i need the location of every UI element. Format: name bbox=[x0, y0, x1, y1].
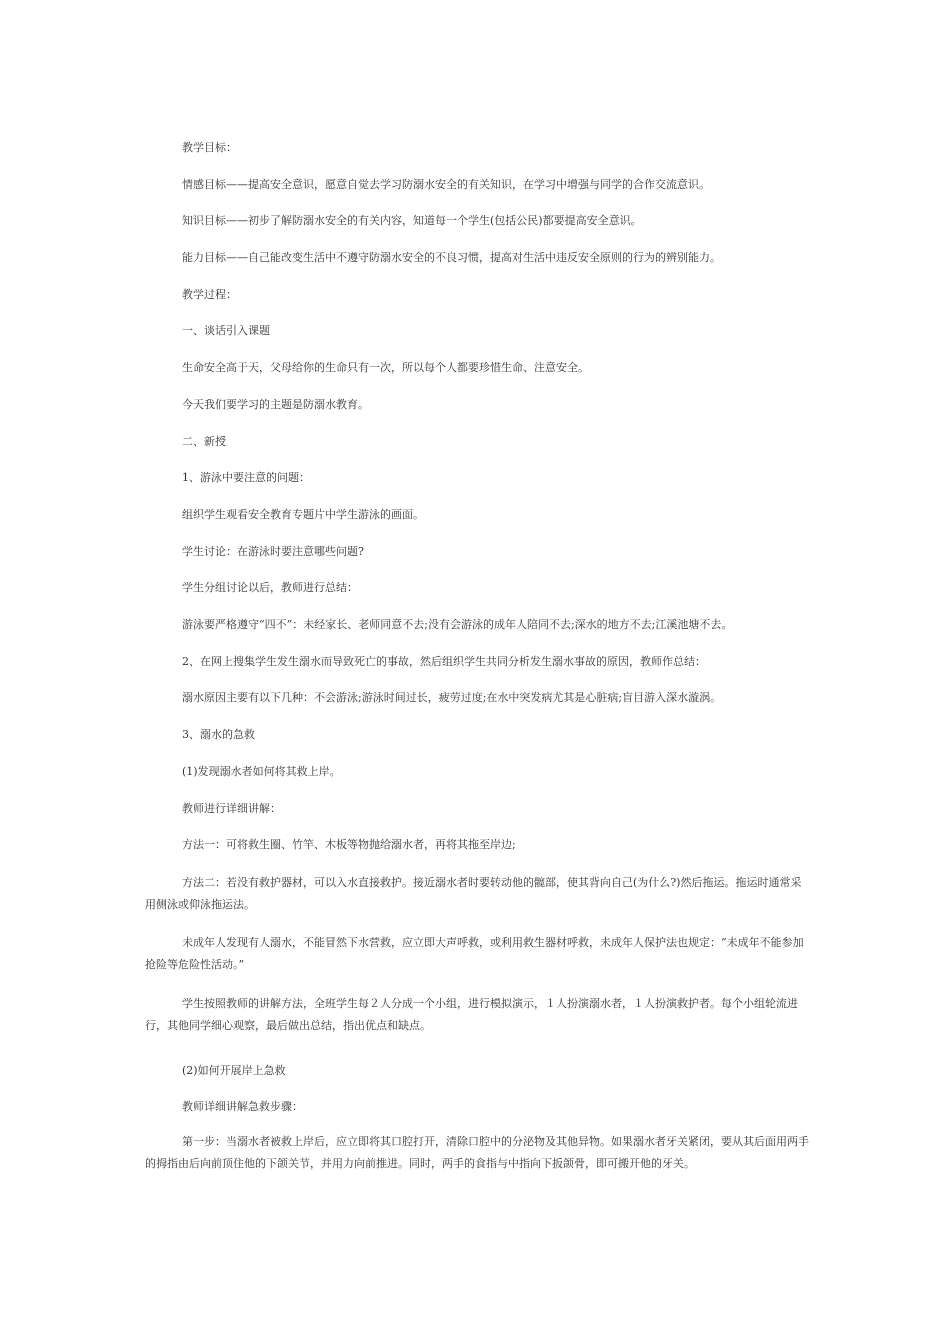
paragraph-knowledge-goal: 知识目标——初步了解防溺水安全的有关内容，知道每一个学生(包括公民)都要提高安全意识。 bbox=[182, 214, 642, 227]
paragraph-ability-goal: 能力目标——自己能改变生活中不遵守防溺水安全的不良习惯，提高对生活中违反安全原则的行为的辨别能力。 bbox=[182, 251, 721, 264]
paragraph-group-practice: 学生按照教师的讲解方法，全班学生每２人分成一个小组，进行模拟演示，１人扮演溺水者，１人扮演救护者。每个小组轮流进行，其他同学细心观察，最后做出总结，指出优点和缺点。 bbox=[145, 997, 798, 1032]
paragraph-detailed-explanation: 教师进行详细讲解： bbox=[182, 802, 281, 815]
subheading-rescue-ashore: (1)发现溺水者如何将其救上岸。 bbox=[182, 765, 341, 778]
paragraph-method-two: 方法二：若没有救护器材，可以入水直接救护。接近溺水者时要转动他的髋部，使其背向自己(为什么?)然后拖运。拖运时通常采用侧泳或仰泳拖运法。 bbox=[145, 876, 802, 911]
heading-teaching-process: 教学过程： bbox=[182, 288, 237, 301]
paragraph-teacher-summary: 学生分组讨论以后，教师进行总结： bbox=[182, 581, 358, 594]
paragraph-drowning-causes: 溺水原因主要有以下几种：不会游泳;游泳时间过长，疲劳过度;在水中突发病尤其是心脏病;盲目游入深水漩涡。 bbox=[182, 691, 722, 704]
paragraph-watch-film: 组织学生观看安全教育专题片中学生游泳的画面。 bbox=[182, 508, 424, 521]
subheading-shore-first-aid: (2)如何开展岸上急救 bbox=[182, 1064, 286, 1077]
paragraph-life-safety: 生命安全高于天，父母给你的生命只有一次，所以每个人都要珍惜生命、注意安全。 bbox=[182, 361, 589, 374]
heading-teaching-goals: 教学目标： bbox=[182, 141, 237, 154]
subheading-collect-cases: 2、在网上搜集学生发生溺水而导致死亡的事故，然后组织学生共同分析发生溺水事故的原因，教师作总结： bbox=[182, 655, 706, 668]
subheading-first-aid: 3、溺水的急救 bbox=[182, 728, 255, 741]
paragraph-method-one: 方法一：可将救生圈、竹竿、木板等物抛给溺水者，再将其拖至岸边; bbox=[182, 838, 516, 851]
section-heading-intro: 一、谈话引入课题 bbox=[182, 324, 270, 337]
subheading-swimming-issues: 1、游泳中要注意的问题： bbox=[182, 471, 310, 484]
paragraph-first-aid-steps: 教师详细讲解急救步骤： bbox=[182, 1100, 303, 1113]
paragraph-topic: 今天我们要学习的主题是防溺水教育。 bbox=[182, 398, 369, 411]
paragraph-discussion: 学生讨论：在游泳时要注意哪些问题? bbox=[182, 545, 364, 558]
paragraph-emotion-goal: 情感目标——提高安全意识，愿意自觉去学习防溺水安全的有关知识，在学习中增强与同学的合作交流意识。 bbox=[182, 178, 710, 191]
paragraph-step-one: 第一步：当溺水者被救上岸后，应立即将其口腔打开，清除口腔中的分泌物及其他异物。如果溺水者牙关紧闭，要从其后面用两手的拇指由后向前顶住他的下颌关节，并用力向前推进。同时，两手的食指与中指向下扳颌骨，即可搬开他的牙关。 bbox=[145, 1135, 809, 1170]
paragraph-minor-rule: 未成年人发现有人溺水，不能冒然下水营救，应立即大声呼救，或利用救生器材呼救，未成年人保护法也规定：“未成年不能参加抢险等危险性活动。” bbox=[145, 936, 804, 971]
paragraph-four-rules: 游泳要严格遵守“四不”：未经家长、老师同意不去;没有会游泳的成年人陪同不去;深水的地方不去;江溪池塘不去。 bbox=[182, 618, 733, 631]
section-heading-new-lesson: 二、新授 bbox=[182, 435, 226, 448]
